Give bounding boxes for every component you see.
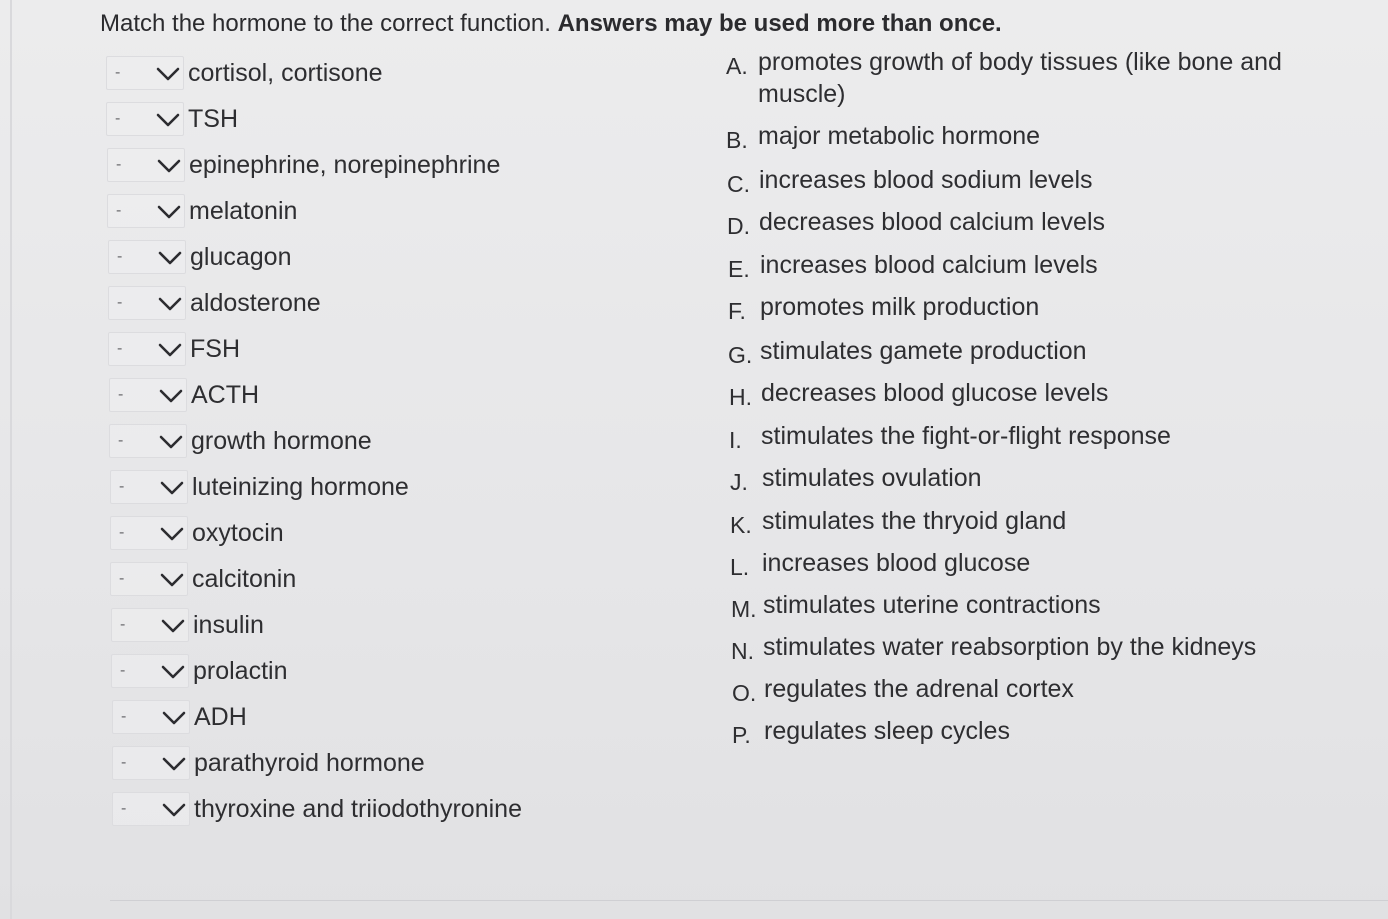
- chevron-down-icon: [157, 248, 183, 268]
- choice-letter: O.: [732, 680, 757, 706]
- match-row: [112, 694, 606, 740]
- answer-select[interactable]: [109, 424, 187, 458]
- hormone-label: glucagon: [190, 242, 292, 271]
- hormone-label: parathyroid hormone: [194, 748, 425, 777]
- selected-value: -: [121, 754, 127, 771]
- choice-letter: G.: [728, 342, 753, 368]
- selected-value: -: [118, 386, 124, 403]
- hormone-label: thyroxine and triiodothyronine: [194, 794, 522, 823]
- answer-select[interactable]: [110, 562, 188, 596]
- answer-choice: [730, 505, 1366, 547]
- selected-value: -: [117, 248, 123, 265]
- answer-select[interactable]: [106, 102, 184, 136]
- choice-text: regulates the adrenal cortex: [764, 675, 1074, 703]
- match-row: [112, 740, 606, 786]
- match-row: [108, 280, 606, 326]
- chevron-down-icon: [161, 708, 187, 728]
- answer-choice: [732, 715, 1366, 757]
- answer-choice: [730, 547, 1366, 589]
- answer-choice: [728, 335, 1366, 377]
- answer-select[interactable]: [106, 56, 184, 90]
- selected-value: -: [119, 524, 125, 541]
- choice-letter: N.: [731, 638, 754, 664]
- choice-text: decreases blood calcium levels: [759, 208, 1106, 236]
- chevron-down-icon: [159, 570, 185, 590]
- selected-value: -: [119, 478, 125, 495]
- answer-choice: [731, 589, 1366, 631]
- hormone-label: insulin: [193, 610, 264, 639]
- choice-letter: B.: [726, 127, 748, 153]
- choice-letter: H.: [729, 384, 752, 410]
- hormone-label: prolactin: [193, 656, 288, 685]
- answer-choice: [731, 631, 1366, 673]
- answer-choices-list: [726, 46, 1366, 757]
- match-row: [112, 786, 606, 832]
- selected-value: -: [120, 616, 126, 633]
- hormone-label: oxytocin: [192, 518, 284, 547]
- match-row: [107, 188, 606, 234]
- match-row: [111, 602, 606, 648]
- match-row: [106, 96, 606, 142]
- chevron-down-icon: [161, 754, 187, 774]
- chevron-down-icon: [161, 800, 187, 820]
- selected-value: -: [116, 202, 122, 219]
- instructions-text: Match the hormone to the correct function.: [100, 10, 558, 37]
- answer-select[interactable]: [111, 654, 189, 688]
- match-row: [107, 142, 606, 188]
- choice-text: increases blood calcium levels: [760, 251, 1098, 279]
- selected-value: -: [121, 800, 127, 817]
- choice-letter: P.: [732, 722, 751, 748]
- answer-select[interactable]: [110, 470, 188, 504]
- match-row: [110, 510, 606, 556]
- selected-value: -: [120, 662, 126, 679]
- divider: [110, 900, 1388, 901]
- choice-text: major metabolic hormone: [758, 122, 1041, 150]
- choice-text: promotes growth of body tissues (like bone and muscle): [758, 48, 1282, 108]
- match-row: [108, 234, 606, 280]
- answer-choice: [732, 673, 1366, 715]
- page-edge: [10, 0, 12, 919]
- selected-value: -: [121, 708, 127, 725]
- hormone-label: aldosterone: [190, 288, 321, 317]
- choice-text: stimulates water reabsorption by the kidneys: [763, 633, 1257, 661]
- answer-choice: [727, 206, 1366, 249]
- selected-value: -: [117, 294, 123, 311]
- answer-choice: [729, 377, 1366, 420]
- answer-select[interactable]: [112, 792, 190, 826]
- chevron-down-icon: [159, 478, 185, 498]
- instructions-emphasis: Answers may be used more than once.: [557, 10, 1002, 37]
- selected-value: -: [115, 64, 121, 81]
- answer-choice: [727, 164, 1366, 206]
- hormone-label: cortisol, cortisone: [188, 58, 383, 87]
- hormone-label: growth hormone: [191, 426, 372, 455]
- selected-value: -: [118, 432, 124, 449]
- choice-letter: M.: [731, 596, 757, 622]
- choice-text: promotes milk production: [760, 293, 1040, 321]
- answer-select[interactable]: [107, 194, 185, 228]
- choice-letter: C.: [727, 171, 750, 197]
- choice-text: stimulates the thryoid gland: [762, 507, 1067, 535]
- match-row: [106, 50, 606, 96]
- answer-choice: [730, 462, 1366, 505]
- choice-letter: I.: [729, 427, 742, 453]
- hormone-label: melatonin: [189, 196, 298, 225]
- choice-letter: E.: [728, 256, 750, 282]
- choice-letter: F.: [728, 298, 746, 324]
- choice-letter: A.: [726, 53, 748, 79]
- answer-choice: [729, 420, 1366, 462]
- chevron-down-icon: [159, 524, 185, 544]
- chevron-down-icon: [156, 156, 182, 176]
- hormone-label: ACTH: [191, 380, 260, 409]
- choice-letter: K.: [730, 512, 752, 538]
- choice-text: increases blood sodium levels: [759, 166, 1093, 194]
- match-row: [109, 418, 606, 464]
- match-row: [110, 556, 606, 602]
- selected-value: -: [115, 110, 121, 127]
- chevron-down-icon: [160, 662, 186, 682]
- chevron-down-icon: [157, 294, 183, 314]
- choice-letter: D.: [727, 213, 750, 239]
- hormone-label: ADH: [194, 702, 247, 731]
- selected-value: -: [119, 570, 125, 587]
- match-row: [108, 326, 606, 372]
- hormone-label: calcitonin: [192, 564, 297, 593]
- choice-text: increases blood glucose: [762, 549, 1031, 577]
- answer-select[interactable]: [112, 700, 190, 734]
- selected-value: -: [116, 156, 122, 173]
- choice-text: stimulates gamete production: [760, 337, 1087, 365]
- choice-letter: J.: [730, 469, 748, 495]
- answer-select[interactable]: [109, 378, 187, 412]
- choice-letter: L.: [730, 554, 750, 580]
- question-instructions: [100, 8, 1002, 40]
- choice-text: stimulates the fight-or-flight response: [761, 422, 1171, 450]
- answer-select[interactable]: [108, 240, 186, 274]
- chevron-down-icon: [155, 110, 181, 130]
- hormone-label: FSH: [190, 334, 240, 363]
- answer-select[interactable]: [108, 332, 186, 366]
- chevron-down-icon: [155, 64, 181, 84]
- answer-select[interactable]: [111, 608, 189, 642]
- chevron-down-icon: [158, 386, 184, 406]
- match-row: [111, 648, 606, 694]
- answer-select[interactable]: [108, 286, 186, 320]
- choice-text: stimulates ovulation: [762, 464, 982, 492]
- chevron-down-icon: [157, 340, 183, 360]
- answer-select[interactable]: [112, 746, 190, 780]
- answer-choice: [726, 120, 1366, 164]
- answer-choice: [728, 249, 1366, 291]
- match-row: [109, 372, 606, 418]
- answer-choice: [728, 291, 1366, 335]
- choice-text: regulates sleep cycles: [764, 717, 1010, 745]
- hormone-label: TSH: [188, 104, 238, 133]
- chevron-down-icon: [160, 616, 186, 636]
- hormone-label: epinephrine, norepinephrine: [189, 150, 501, 179]
- matching-dropdown-list: [106, 50, 606, 832]
- match-row: [110, 464, 606, 510]
- selected-value: -: [117, 340, 123, 357]
- chevron-down-icon: [156, 202, 182, 222]
- answer-select[interactable]: [110, 516, 188, 550]
- chevron-down-icon: [158, 432, 184, 452]
- choice-text: decreases blood glucose levels: [761, 379, 1109, 407]
- choice-text: stimulates uterine contractions: [763, 591, 1101, 619]
- answer-choice: [726, 46, 1366, 120]
- answer-select[interactable]: [107, 148, 185, 182]
- hormone-label: luteinizing hormone: [192, 472, 409, 501]
